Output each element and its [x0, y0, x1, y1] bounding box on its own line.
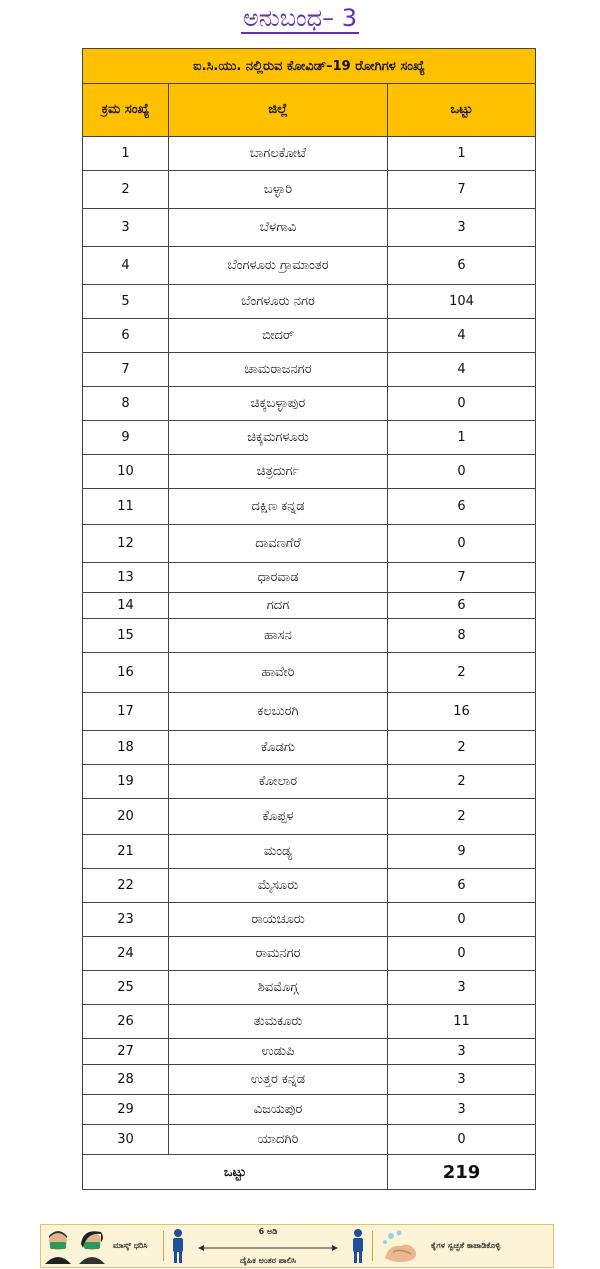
row-serial: 16: [83, 653, 169, 693]
row-district: ಹಾಸನ: [169, 619, 388, 653]
row-count: 6: [388, 489, 536, 525]
total-label: ಒಟ್ಟು: [83, 1155, 388, 1190]
row-district: ಚಿತ್ರದುರ್ಗ: [169, 455, 388, 489]
table-row: [83, 1039, 536, 1065]
table-row: [83, 353, 536, 387]
masked-person-icon: [41, 1228, 75, 1264]
table-row: [83, 653, 536, 693]
row-district: ಬೆಳಗಾವಿ: [169, 209, 388, 247]
row-district: ಚಿಕ್ಕಬಳ್ಳಾಪುರ: [169, 387, 388, 421]
row-count: 11: [388, 1005, 536, 1039]
row-serial: 19: [83, 765, 169, 799]
row-district: ಕೊಡಗು: [169, 731, 388, 765]
row-count: 0: [388, 1125, 536, 1155]
row-serial: 1: [83, 137, 169, 171]
table-row: [83, 1065, 536, 1095]
row-count: 6: [388, 593, 536, 619]
row-district: ರಾಯಚೂರು: [169, 903, 388, 937]
row-serial: 8: [83, 387, 169, 421]
row-serial: 28: [83, 1065, 169, 1095]
row-serial: 10: [83, 455, 169, 489]
row-serial: 23: [83, 903, 169, 937]
table-row: [83, 1005, 536, 1039]
row-serial: 27: [83, 1039, 169, 1065]
icu-patients-table: [82, 48, 536, 1190]
row-district: ಗದಗ: [169, 593, 388, 619]
row-serial: 26: [83, 1005, 169, 1039]
row-count: 3: [388, 1065, 536, 1095]
distance-value: 6 ಅಡಿ: [258, 1226, 278, 1236]
table-row: [83, 285, 536, 319]
row-district: ತುಮಕೂರು: [169, 1005, 388, 1039]
row-serial: 6: [83, 319, 169, 353]
header-district: ಜಿಲ್ಲೆ: [169, 84, 388, 137]
table-row: [83, 593, 536, 619]
row-district: ಯಾದಗಿರಿ: [169, 1125, 388, 1155]
table-row: [83, 937, 536, 971]
row-count: 6: [388, 869, 536, 903]
row-count: 0: [388, 937, 536, 971]
masked-person-icon-2: [75, 1228, 109, 1264]
row-count: 1: [388, 421, 536, 455]
table-row: [83, 387, 536, 421]
safety-banner: [40, 1224, 554, 1268]
table-row: [83, 563, 536, 593]
table-row: [83, 247, 536, 285]
banner-divider: [163, 1231, 164, 1261]
row-count: 0: [388, 903, 536, 937]
row-serial: 22: [83, 869, 169, 903]
row-district: ಕೊಪ್ಪಳ: [169, 799, 388, 835]
row-count: 8: [388, 619, 536, 653]
row-count: 2: [388, 731, 536, 765]
table-row: [83, 869, 536, 903]
row-count: 104: [388, 285, 536, 319]
row-count: 2: [388, 799, 536, 835]
row-count: 4: [388, 319, 536, 353]
row-district: ದಕ್ಷಿಣ ಕನ್ನಡ: [169, 489, 388, 525]
row-serial: 11: [83, 489, 169, 525]
person-icon: [170, 1228, 186, 1264]
row-count: 9: [388, 835, 536, 869]
row-count: 0: [388, 525, 536, 563]
row-count: 2: [388, 765, 536, 799]
row-serial: 14: [83, 593, 169, 619]
row-district: ಚಾಮರಾಜನಗರ: [169, 353, 388, 387]
row-district: ವಿಜಯಪುರ: [169, 1095, 388, 1125]
row-serial: 2: [83, 171, 169, 209]
row-serial: 4: [83, 247, 169, 285]
row-count: 3: [388, 209, 536, 247]
row-serial: 13: [83, 563, 169, 593]
table-row: [83, 421, 536, 455]
distance-arrow-icon: [198, 1244, 338, 1252]
row-district: ಕಲಬುರಗಿ: [169, 693, 388, 731]
row-serial: 25: [83, 971, 169, 1005]
table-row: [83, 209, 536, 247]
row-district: ಮಂಡ್ಯ: [169, 835, 388, 869]
table-row: [83, 765, 536, 799]
row-count: 2: [388, 653, 536, 693]
row-count: 3: [388, 1095, 536, 1125]
table-row: [83, 903, 536, 937]
row-district: ದಾವಣಗೆರೆ: [169, 525, 388, 563]
banner-divider-2: [372, 1231, 373, 1261]
row-serial: 17: [83, 693, 169, 731]
row-count: 1: [388, 137, 536, 171]
row-count: 7: [388, 171, 536, 209]
row-serial: 30: [83, 1125, 169, 1155]
handwash-icon: [379, 1228, 425, 1264]
table-row: [83, 525, 536, 563]
row-count: 3: [388, 971, 536, 1005]
row-serial: 29: [83, 1095, 169, 1125]
row-district: ಬೆಂಗಳೂರು ಗ್ರಾಮಾಂತರ: [169, 247, 388, 285]
table-row: [83, 1125, 536, 1155]
mask-text: ಮಾಸ್ಕ್ ಧರಿಸಿ: [113, 1241, 148, 1250]
table-row: [83, 489, 536, 525]
row-count: 0: [388, 387, 536, 421]
row-count: 3: [388, 1039, 536, 1065]
row-count: 16: [388, 693, 536, 731]
mask-segment: [41, 1225, 157, 1267]
row-district: ಬಾಗಲಕೋಟೆ: [169, 137, 388, 171]
row-count: 0: [388, 455, 536, 489]
table-row: [83, 455, 536, 489]
total-value: 219: [388, 1155, 536, 1190]
row-serial: 21: [83, 835, 169, 869]
table-title: ಐ.ಸಿ.ಯು. ನಲ್ಲಿರುವ ಕೋವಿಡ್–19 ರೋಗಿಗಳ ಸಂಖ್ಯೆ: [83, 49, 536, 84]
row-serial: 3: [83, 209, 169, 247]
table-row: [83, 319, 536, 353]
table-row: [83, 693, 536, 731]
person-icon-2: [350, 1228, 366, 1264]
table-row: [83, 799, 536, 835]
hands-text: ಕೈಗಳ ಸ್ವಚ್ಛತೆ ಕಾಪಾಡಿಕೊಳ್ಳಿ: [431, 1241, 501, 1250]
row-district: ಮೈಸೂರು: [169, 869, 388, 903]
row-district: ಉತ್ತರ ಕನ್ನಡ: [169, 1065, 388, 1095]
row-serial: 18: [83, 731, 169, 765]
header-total: ಒಟ್ಟು: [388, 84, 536, 137]
row-district: ಧಾರವಾಡ: [169, 563, 388, 593]
row-count: 7: [388, 563, 536, 593]
table-row: [83, 835, 536, 869]
row-district: ಉಡುಪಿ: [169, 1039, 388, 1065]
page-title: [0, 4, 600, 32]
table-row: [83, 731, 536, 765]
table-row: [83, 171, 536, 209]
handwash-segment: [379, 1225, 501, 1267]
row-serial: 9: [83, 421, 169, 455]
row-serial: 20: [83, 799, 169, 835]
row-count: 6: [388, 247, 536, 285]
row-district: ಚಿಕ್ಕಮಗಳೂರು: [169, 421, 388, 455]
row-count: 4: [388, 353, 536, 387]
row-district: ಹಾವೇರಿ: [169, 653, 388, 693]
row-district: ಬೀದರ್: [169, 319, 388, 353]
table-row: [83, 971, 536, 1005]
table-row: [83, 1095, 536, 1125]
row-district: ಬಳ್ಳಾರಿ: [169, 171, 388, 209]
row-serial: 12: [83, 525, 169, 563]
table-row: [83, 619, 536, 653]
row-serial: 5: [83, 285, 169, 319]
distance-segment: [170, 1225, 366, 1267]
page-title-text: ಅನುಬಂಧ– 3: [242, 4, 358, 32]
row-district: ಶಿವಮೊಗ್ಗ: [169, 971, 388, 1005]
header-serial: ಕ್ರಮ ಸಂಖ್ಯೆ: [83, 84, 169, 137]
row-district: ಕೋಲಾರ: [169, 765, 388, 799]
row-serial: 24: [83, 937, 169, 971]
distance-text: ದೈಹಿಕ ಅಂತರ ಪಾಲಿಸಿ: [239, 1255, 297, 1265]
row-district: ರಾಮನಗರ: [169, 937, 388, 971]
row-serial: 7: [83, 353, 169, 387]
table-row: [83, 137, 536, 171]
row-district: ಬೆಂಗಳೂರು ನಗರ: [169, 285, 388, 319]
row-serial: 15: [83, 619, 169, 653]
